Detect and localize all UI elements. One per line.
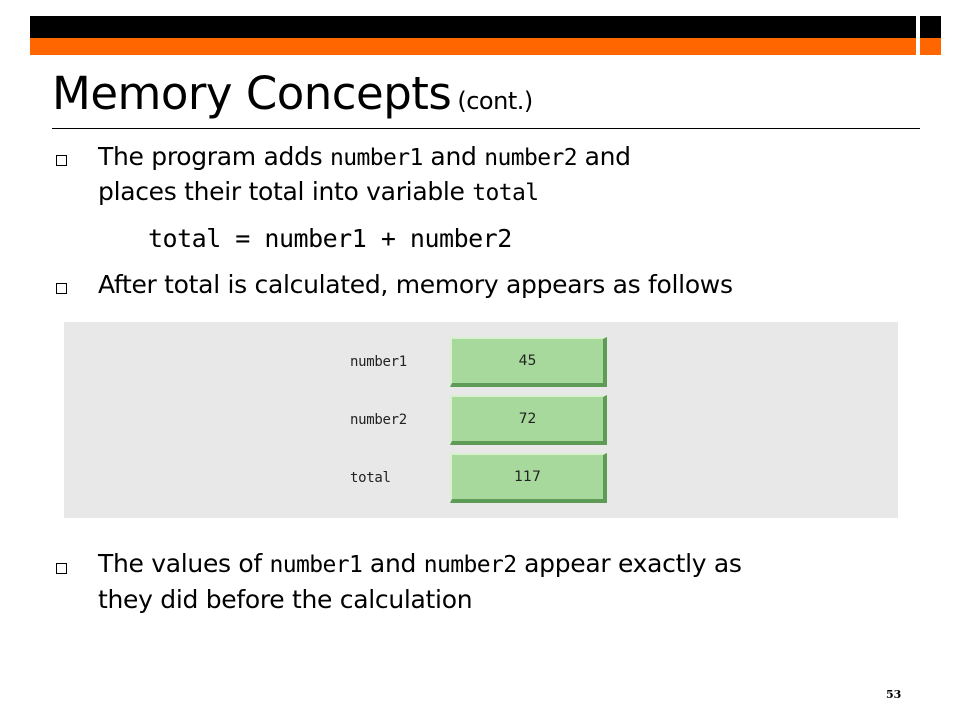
bullet-text: appear exactly as <box>516 549 742 578</box>
memory-cell <box>450 395 607 445</box>
memory-label: number1 <box>350 354 407 370</box>
memory-label: number2 <box>350 412 407 428</box>
header-bar-black <box>30 16 916 38</box>
memory-value: 45 <box>518 353 537 369</box>
bullet-text: The values of <box>98 549 270 578</box>
code-term: number1 <box>330 145 423 171</box>
memory-cell <box>450 337 607 387</box>
bullet-square-icon <box>56 283 67 294</box>
header-square-black <box>920 16 941 38</box>
bullet-3-line-1 <box>98 547 742 582</box>
code-term: number2 <box>423 552 517 578</box>
bullet-1-line-1 <box>98 140 631 175</box>
memory-value: 117 <box>514 469 541 485</box>
header-square-orange <box>920 38 941 55</box>
bullet-square-icon <box>56 563 67 574</box>
bullet-text: places their total into variable <box>98 177 473 206</box>
memory-cell <box>450 453 607 503</box>
bullet-text: and <box>362 549 424 578</box>
slide-title-main: Memory Concepts <box>52 67 452 120</box>
bullet-text: The program adds <box>98 142 331 171</box>
memory-label: total <box>350 470 391 486</box>
page-number: 53 <box>886 688 902 701</box>
title-divider <box>52 128 920 129</box>
code-term: number1 <box>269 552 363 578</box>
bullet-text: they did before the calculation <box>98 585 473 614</box>
bullet-2: After total is calculated, memory appears as follows <box>98 270 733 299</box>
bullet-text: and <box>576 142 631 171</box>
slide-title-suffix: (cont.) <box>457 87 533 115</box>
code-term: number2 <box>484 145 577 171</box>
bullet-1-line-2 <box>98 175 539 210</box>
code-term: total <box>472 180 539 206</box>
slide-title <box>52 62 533 133</box>
bullet-square-icon <box>56 155 67 166</box>
code-statement: total = number1 + number2 <box>148 224 512 253</box>
bullet-3-line-2 <box>98 583 472 617</box>
header-bar-orange <box>30 38 916 55</box>
bullet-text: and <box>422 142 485 171</box>
memory-value: 72 <box>518 411 537 427</box>
